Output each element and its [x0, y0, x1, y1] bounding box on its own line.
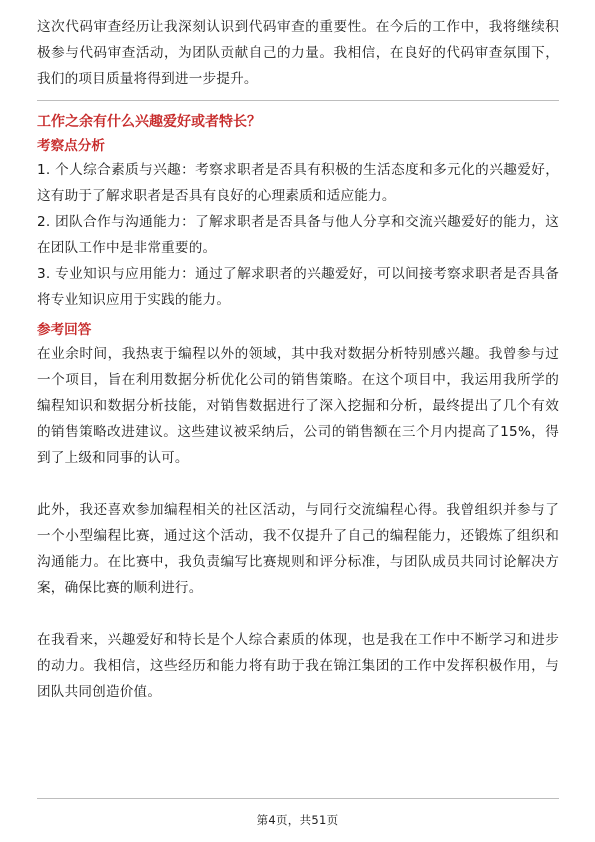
answer-paragraph-2: 此外，我还喜欢参加编程相关的社区活动，与同行交流编程心得。我曾组织并参与了一个小型编程比赛，通过这个活动，我不仅提升了自己的编程能力，还锻炼了组织和沟通能力。在比赛中，我负责编写比赛规则和评分标准，与团队成员共同讨论解决方案，确保比赛的顺利进行。 [37, 502, 559, 596]
analysis-item-3: 3. 专业知识与应用能力：通过了解求职者的兴趣爱好，可以间接考察求职者是否具备将专业知识应用于实践的能力。 [37, 266, 559, 308]
answer-paragraph-3: 在我看来，兴趣爱好和特长是个人综合素质的体现，也是我在工作中不断学习和进步的动力。我相信，这些经历和能力将有助于我在锦江集团的工作中发挥积极作用，与团队共同创造价值。 [37, 632, 559, 700]
answer-paragraph-1: 在业余时间，我热衷于编程以外的领域，其中我对数据分析特别感兴趣。我曾参与过一个项目，旨在利用数据分析优化公司的销售策略。在这个项目中，我运用我所学的编程知识和数据分析技能，对销售数据进行了深入挖掘和分析，最终提出了几个有效的销售策略改进建议。这些建议被采纳后，公司的销售额在三个月内提高了15%，得到了上级和同事的认可。 [37, 346, 559, 466]
analysis-item-1: 1. 个人综合素质与兴趣：考察求职者是否具有积极的生活态度和多元化的兴趣爱好，这有助于了解求职者是否具有良好的心理素质和适应能力。 [37, 162, 559, 204]
intro-paragraph: 这次代码审查经历让我深刻认识到代码审查的重要性。在今后的工作中，我将继续积极参与代码审查活动，为团队贡献自己的力量。我相信，在良好的代码审查氛围下，我们的项目质量将得到进一步提升。 [37, 19, 559, 87]
question-title: 工作之余有什么兴趣爱好或者特长？ [37, 114, 261, 130]
answer-heading: 参考回答 [37, 322, 92, 338]
page-content [37, 14, 559, 705]
footer-divider [37, 798, 559, 799]
page-number: 第4页，共51页 [256, 813, 339, 827]
section-divider [37, 100, 559, 101]
analysis-item-2: 2. 团队合作与沟通能力：了解求职者是否具备与他人分享和交流兴趣爱好的能力，这在团队工作中是非常重要的。 [37, 214, 559, 256]
analysis-heading: 考察点分析 [37, 138, 105, 154]
